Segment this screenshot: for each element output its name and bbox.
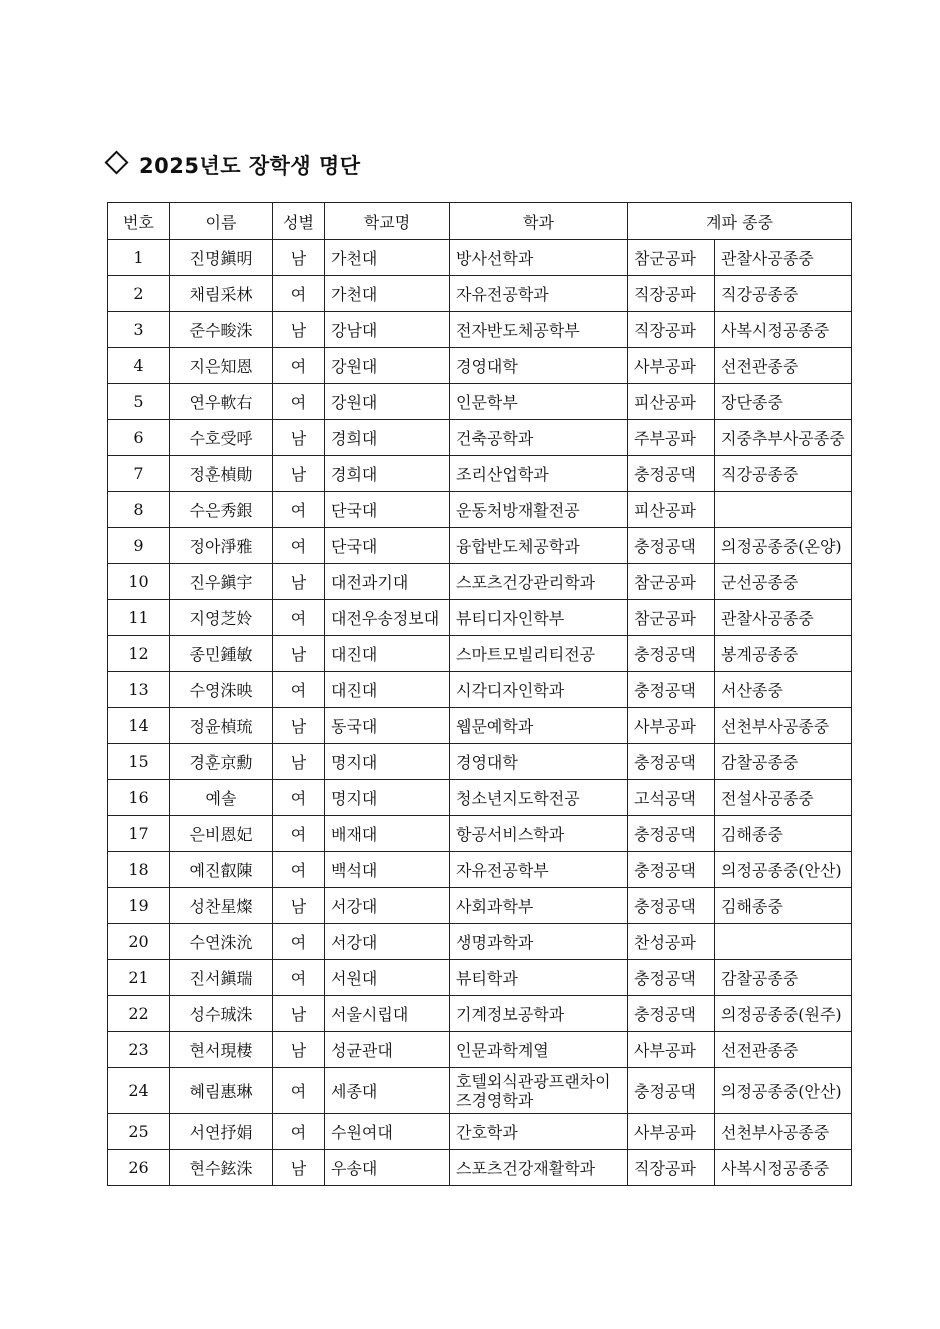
cell-number: 1 (108, 240, 170, 276)
cell-school: 동국대 (325, 708, 450, 744)
cell-school: 대진대 (325, 672, 450, 708)
cell-gender: 여 (273, 276, 325, 312)
cell-gender: 남 (273, 564, 325, 600)
cell-number: 14 (108, 708, 170, 744)
cell-number: 23 (108, 1032, 170, 1068)
cell-school: 명지대 (325, 780, 450, 816)
cell-name: 성수珹洙 (170, 996, 273, 1032)
cell-name: 성찬星燦 (170, 888, 273, 924)
cell-department: 항공서비스학과 (450, 816, 628, 852)
cell-name: 진우鎭宇 (170, 564, 273, 600)
cell-clan: 의정공종중(온양) (715, 528, 852, 564)
cell-school: 강원대 (325, 348, 450, 384)
cell-number: 9 (108, 528, 170, 564)
cell-department: 방사선학과 (450, 240, 628, 276)
cell-name: 진명鎭明 (170, 240, 273, 276)
table-row (108, 672, 852, 708)
cell-name: 준수畯洙 (170, 312, 273, 348)
cell-branch: 충정공댁 (628, 672, 715, 708)
cell-department: 뷰티학과 (450, 960, 628, 996)
table-row (108, 492, 852, 528)
cell-clan: 직강공종중 (715, 456, 852, 492)
cell-branch: 충정공댁 (628, 816, 715, 852)
cell-department: 기계정보공학과 (450, 996, 628, 1032)
cell-gender: 남 (273, 996, 325, 1032)
header-clan: 계파 종중 (628, 203, 852, 240)
cell-clan: 의정공종중(원주) (715, 996, 852, 1032)
cell-school: 강남대 (325, 312, 450, 348)
cell-clan: 선천부사공종중 (715, 1114, 852, 1150)
cell-clan (715, 492, 852, 528)
cell-branch: 충정공댁 (628, 456, 715, 492)
cell-gender: 여 (273, 780, 325, 816)
cell-school: 서원대 (325, 960, 450, 996)
diamond-icon (104, 150, 128, 174)
cell-branch: 고석공댁 (628, 780, 715, 816)
cell-number: 3 (108, 312, 170, 348)
cell-number: 25 (108, 1114, 170, 1150)
header-department: 학과 (450, 203, 628, 240)
cell-number: 26 (108, 1150, 170, 1186)
cell-gender: 여 (273, 528, 325, 564)
cell-name: 예진叡陳 (170, 852, 273, 888)
cell-school: 강원대 (325, 384, 450, 420)
cell-gender: 남 (273, 636, 325, 672)
cell-clan: 의정공종중(안산) (715, 1068, 852, 1114)
cell-number: 24 (108, 1068, 170, 1114)
cell-name: 정아淨雅 (170, 528, 273, 564)
cell-gender: 여 (273, 348, 325, 384)
cell-school: 단국대 (325, 528, 450, 564)
table-row (108, 312, 852, 348)
table-header-row (108, 203, 852, 240)
cell-gender: 여 (273, 492, 325, 528)
table-row (108, 348, 852, 384)
cell-gender: 남 (273, 420, 325, 456)
cell-clan: 선전관종중 (715, 1032, 852, 1068)
cell-name: 현서現棲 (170, 1032, 273, 1068)
cell-branch: 충정공댁 (628, 852, 715, 888)
cell-branch: 사부공파 (628, 1032, 715, 1068)
cell-clan: 관찰사공종중 (715, 240, 852, 276)
cell-department: 운동처방재활전공 (450, 492, 628, 528)
cell-clan: 전설사공종중 (715, 780, 852, 816)
cell-name: 은비恩妃 (170, 816, 273, 852)
cell-clan: 감찰공종중 (715, 744, 852, 780)
cell-clan: 봉계공종중 (715, 636, 852, 672)
table-row (108, 852, 852, 888)
table-row (108, 276, 852, 312)
cell-gender: 남 (273, 456, 325, 492)
cell-branch: 사부공파 (628, 1114, 715, 1150)
cell-branch: 충정공댁 (628, 1068, 715, 1114)
table-row (108, 996, 852, 1032)
cell-department: 뷰티디자인학부 (450, 600, 628, 636)
cell-gender: 여 (273, 672, 325, 708)
header-gender: 성별 (273, 203, 325, 240)
cell-gender: 여 (273, 600, 325, 636)
cell-clan: 직강공종중 (715, 276, 852, 312)
cell-gender: 남 (273, 240, 325, 276)
cell-branch: 주부공파 (628, 420, 715, 456)
cell-number: 5 (108, 384, 170, 420)
header-number: 번호 (108, 203, 170, 240)
cell-name: 경훈京勳 (170, 744, 273, 780)
cell-school: 수원여대 (325, 1114, 450, 1150)
cell-department: 인문과학계열 (450, 1032, 628, 1068)
cell-department: 생명과학과 (450, 924, 628, 960)
table-row (108, 924, 852, 960)
cell-department: 스마트모빌리티전공 (450, 636, 628, 672)
cell-clan: 군선공종중 (715, 564, 852, 600)
cell-school: 단국대 (325, 492, 450, 528)
cell-branch: 충정공댁 (628, 888, 715, 924)
table-row (108, 384, 852, 420)
table-row (108, 744, 852, 780)
cell-department: 시각디자인학과 (450, 672, 628, 708)
cell-name: 연우軟右 (170, 384, 273, 420)
cell-number: 17 (108, 816, 170, 852)
cell-department: 전자반도체공학부 (450, 312, 628, 348)
cell-gender: 여 (273, 384, 325, 420)
cell-branch: 직장공파 (628, 276, 715, 312)
cell-name: 종민鍾敏 (170, 636, 273, 672)
cell-name: 수연洙沇 (170, 924, 273, 960)
cell-school: 가천대 (325, 240, 450, 276)
cell-name: 수은秀銀 (170, 492, 273, 528)
cell-name: 지은知恩 (170, 348, 273, 384)
cell-clan: 장단종중 (715, 384, 852, 420)
cell-name: 지영芝姈 (170, 600, 273, 636)
table-row (108, 708, 852, 744)
cell-department: 융합반도체공학과 (450, 528, 628, 564)
cell-name: 혜림惠琳 (170, 1068, 273, 1114)
cell-branch: 피산공파 (628, 384, 715, 420)
cell-clan: 의정공종중(안산) (715, 852, 852, 888)
cell-branch: 충정공댁 (628, 744, 715, 780)
cell-school: 경희대 (325, 420, 450, 456)
cell-school: 우송대 (325, 1150, 450, 1186)
cell-school: 대전과기대 (325, 564, 450, 600)
cell-name: 수영洙映 (170, 672, 273, 708)
cell-school: 서울시립대 (325, 996, 450, 1032)
cell-department: 조리산업학과 (450, 456, 628, 492)
cell-number: 6 (108, 420, 170, 456)
cell-gender: 여 (273, 1068, 325, 1114)
table-row (108, 240, 852, 276)
table-row (108, 780, 852, 816)
cell-number: 10 (108, 564, 170, 600)
cell-department: 스포츠건강재활학과 (450, 1150, 628, 1186)
cell-number: 12 (108, 636, 170, 672)
cell-gender: 여 (273, 924, 325, 960)
cell-department: 사회과학부 (450, 888, 628, 924)
table-row (108, 960, 852, 996)
cell-number: 7 (108, 456, 170, 492)
table-row (108, 1068, 852, 1114)
cell-school: 대진대 (325, 636, 450, 672)
cell-branch: 피산공파 (628, 492, 715, 528)
cell-clan: 지중추부사공종중 (715, 420, 852, 456)
cell-clan: 감찰공종중 (715, 960, 852, 996)
cell-branch: 찬성공파 (628, 924, 715, 960)
cell-clan: 선천부사공종중 (715, 708, 852, 744)
table-row (108, 1032, 852, 1068)
cell-number: 13 (108, 672, 170, 708)
table-row (108, 888, 852, 924)
cell-number: 21 (108, 960, 170, 996)
cell-branch: 참군공파 (628, 600, 715, 636)
cell-clan: 선전관종중 (715, 348, 852, 384)
cell-branch: 사부공파 (628, 708, 715, 744)
cell-gender: 여 (273, 1114, 325, 1150)
cell-gender: 여 (273, 960, 325, 996)
table-row (108, 1150, 852, 1186)
cell-department: 호텔외식관광프랜차이즈경영학과 (450, 1068, 628, 1114)
cell-number: 18 (108, 852, 170, 888)
cell-department: 경영대학 (450, 348, 628, 384)
table-row (108, 816, 852, 852)
cell-name: 수호受呼 (170, 420, 273, 456)
cell-name: 예솔 (170, 780, 273, 816)
cell-branch: 충정공댁 (628, 996, 715, 1032)
cell-clan: 김해종중 (715, 888, 852, 924)
page-title (104, 150, 361, 180)
cell-branch: 충정공댁 (628, 528, 715, 564)
cell-school: 성균관대 (325, 1032, 450, 1068)
cell-branch: 충정공댁 (628, 960, 715, 996)
cell-department: 자유전공학과 (450, 276, 628, 312)
cell-clan: 김해종중 (715, 816, 852, 852)
cell-school: 명지대 (325, 744, 450, 780)
cell-branch: 충정공댁 (628, 636, 715, 672)
cell-school: 가천대 (325, 276, 450, 312)
cell-department: 웹문예학과 (450, 708, 628, 744)
cell-number: 8 (108, 492, 170, 528)
cell-number: 19 (108, 888, 170, 924)
cell-number: 16 (108, 780, 170, 816)
table-row (108, 420, 852, 456)
cell-gender: 남 (273, 888, 325, 924)
cell-clan: 관찰사공종중 (715, 600, 852, 636)
cell-school: 서강대 (325, 888, 450, 924)
cell-gender: 여 (273, 816, 325, 852)
cell-gender: 남 (273, 1150, 325, 1186)
cell-name: 서연抒娟 (170, 1114, 273, 1150)
table-row (108, 1114, 852, 1150)
cell-department: 청소년지도학전공 (450, 780, 628, 816)
cell-gender: 남 (273, 708, 325, 744)
cell-number: 4 (108, 348, 170, 384)
cell-branch: 직장공파 (628, 1150, 715, 1186)
cell-number: 20 (108, 924, 170, 960)
cell-clan: 사복시정공종중 (715, 1150, 852, 1186)
cell-gender: 남 (273, 744, 325, 780)
cell-number: 22 (108, 996, 170, 1032)
cell-department: 경영대학 (450, 744, 628, 780)
cell-number: 2 (108, 276, 170, 312)
cell-gender: 여 (273, 852, 325, 888)
cell-branch: 참군공파 (628, 564, 715, 600)
cell-clan: 사복시정공종중 (715, 312, 852, 348)
page-title-text: 2025년도 장학생 명단 (139, 154, 361, 178)
cell-name: 진서鎭瑞 (170, 960, 273, 996)
table-row (108, 528, 852, 564)
header-school: 학교명 (325, 203, 450, 240)
cell-department: 인문학부 (450, 384, 628, 420)
scholarship-table (107, 202, 852, 1186)
cell-department: 스포츠건강관리학과 (450, 564, 628, 600)
table-row (108, 564, 852, 600)
table-row (108, 600, 852, 636)
cell-name: 채림采林 (170, 276, 273, 312)
cell-name: 정훈楨勛 (170, 456, 273, 492)
cell-school: 세종대 (325, 1068, 450, 1114)
cell-department: 건축공학과 (450, 420, 628, 456)
cell-school: 배재대 (325, 816, 450, 852)
cell-school: 대전우송정보대 (325, 600, 450, 636)
cell-gender: 남 (273, 1032, 325, 1068)
cell-name: 정윤楨琉 (170, 708, 273, 744)
table-row (108, 456, 852, 492)
cell-school: 서강대 (325, 924, 450, 960)
cell-name: 현수鉉洙 (170, 1150, 273, 1186)
cell-department: 자유전공학부 (450, 852, 628, 888)
cell-school: 백석대 (325, 852, 450, 888)
cell-gender: 남 (273, 312, 325, 348)
cell-number: 11 (108, 600, 170, 636)
table-row (108, 636, 852, 672)
cell-clan (715, 924, 852, 960)
cell-branch: 사부공파 (628, 348, 715, 384)
cell-branch: 직장공파 (628, 312, 715, 348)
cell-department: 간호학과 (450, 1114, 628, 1150)
cell-clan: 서산종중 (715, 672, 852, 708)
header-name: 이름 (170, 203, 273, 240)
cell-number: 15 (108, 744, 170, 780)
cell-school: 경희대 (325, 456, 450, 492)
cell-branch: 참군공파 (628, 240, 715, 276)
